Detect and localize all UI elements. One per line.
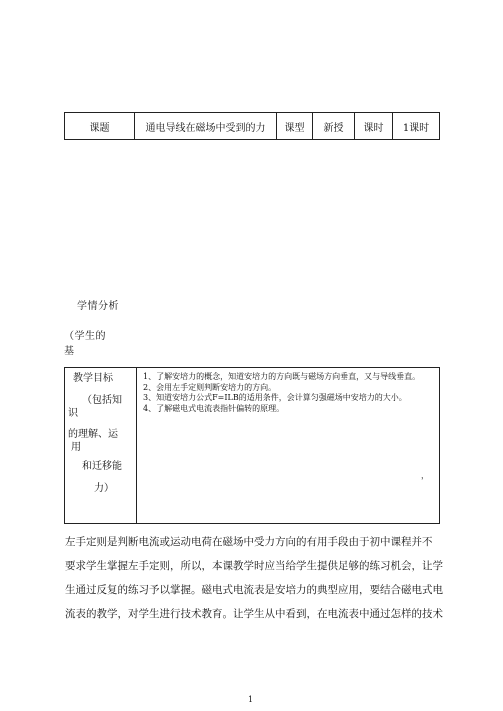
objective-item: 1、了解安培力的概念，知道安培力的方向既与磁场方向垂直，又与导线垂直。 [143,372,421,381]
objectives-table [64,367,440,524]
objective-item: 4、了解磁电式电流表指针偏转的原理。 [143,403,285,413]
topic-label: 课题 [65,113,135,140]
lesson-info-table [64,112,440,140]
objectives-content-cell [137,368,440,524]
student-analysis-heading: 学情分析 [77,301,119,312]
objectives-label-line: 和迁移能 [82,461,122,472]
body-paragraph-line: 生通过反复的练习予以掌握。磁电式电流表是安培力的典型应用，要结合磁电式电 [65,584,443,596]
body-paragraph-line: 要求学生掌握左手定则，所以，本课教学时应当给学生提供足够的练习机会，让学 [65,560,443,572]
student-analysis-line2: 基 [64,346,75,357]
body-paragraph-line: 流表的教学，对学生进行技术教育。让学生从中看到，在电流表中通过怎样的技术 [65,608,443,620]
objectives-label-line: 力） [94,483,114,494]
page-number: 1 [248,695,254,704]
topic-value: 通电导线在磁场中受到的力 [135,113,277,140]
objectives-row [65,368,440,524]
objectives-label-cell [65,368,137,524]
student-analysis-line1: （学生的 [64,331,106,342]
objectives-label-line: 教学目标 [73,373,113,384]
objective-item: 3、知道安培力公式F=ILB的适用条件，会计算匀强磁场中安培力的大小。 [143,393,407,402]
objectives-label-line: 用 [71,442,81,453]
body-paragraph-line: 左手定则是判断电流或运动电荷在磁场中受力方向的有用手段由于初中课程并不 [65,536,433,548]
objectives-label-line: 识 [68,408,78,419]
objectives-label-line: （包括知 [82,395,122,406]
period-label: 课时 [355,113,393,140]
lesson-info-row [65,113,440,140]
stray-mark: ， [421,471,429,480]
type-label: 课型 [277,113,313,140]
objectives-label-line: 的理解、运 [68,429,118,440]
objective-item: 2、会用左手定则判断安培力的方向。 [143,382,277,392]
type-value: 新授 [313,113,355,140]
period-value: 1课时 [393,113,440,140]
